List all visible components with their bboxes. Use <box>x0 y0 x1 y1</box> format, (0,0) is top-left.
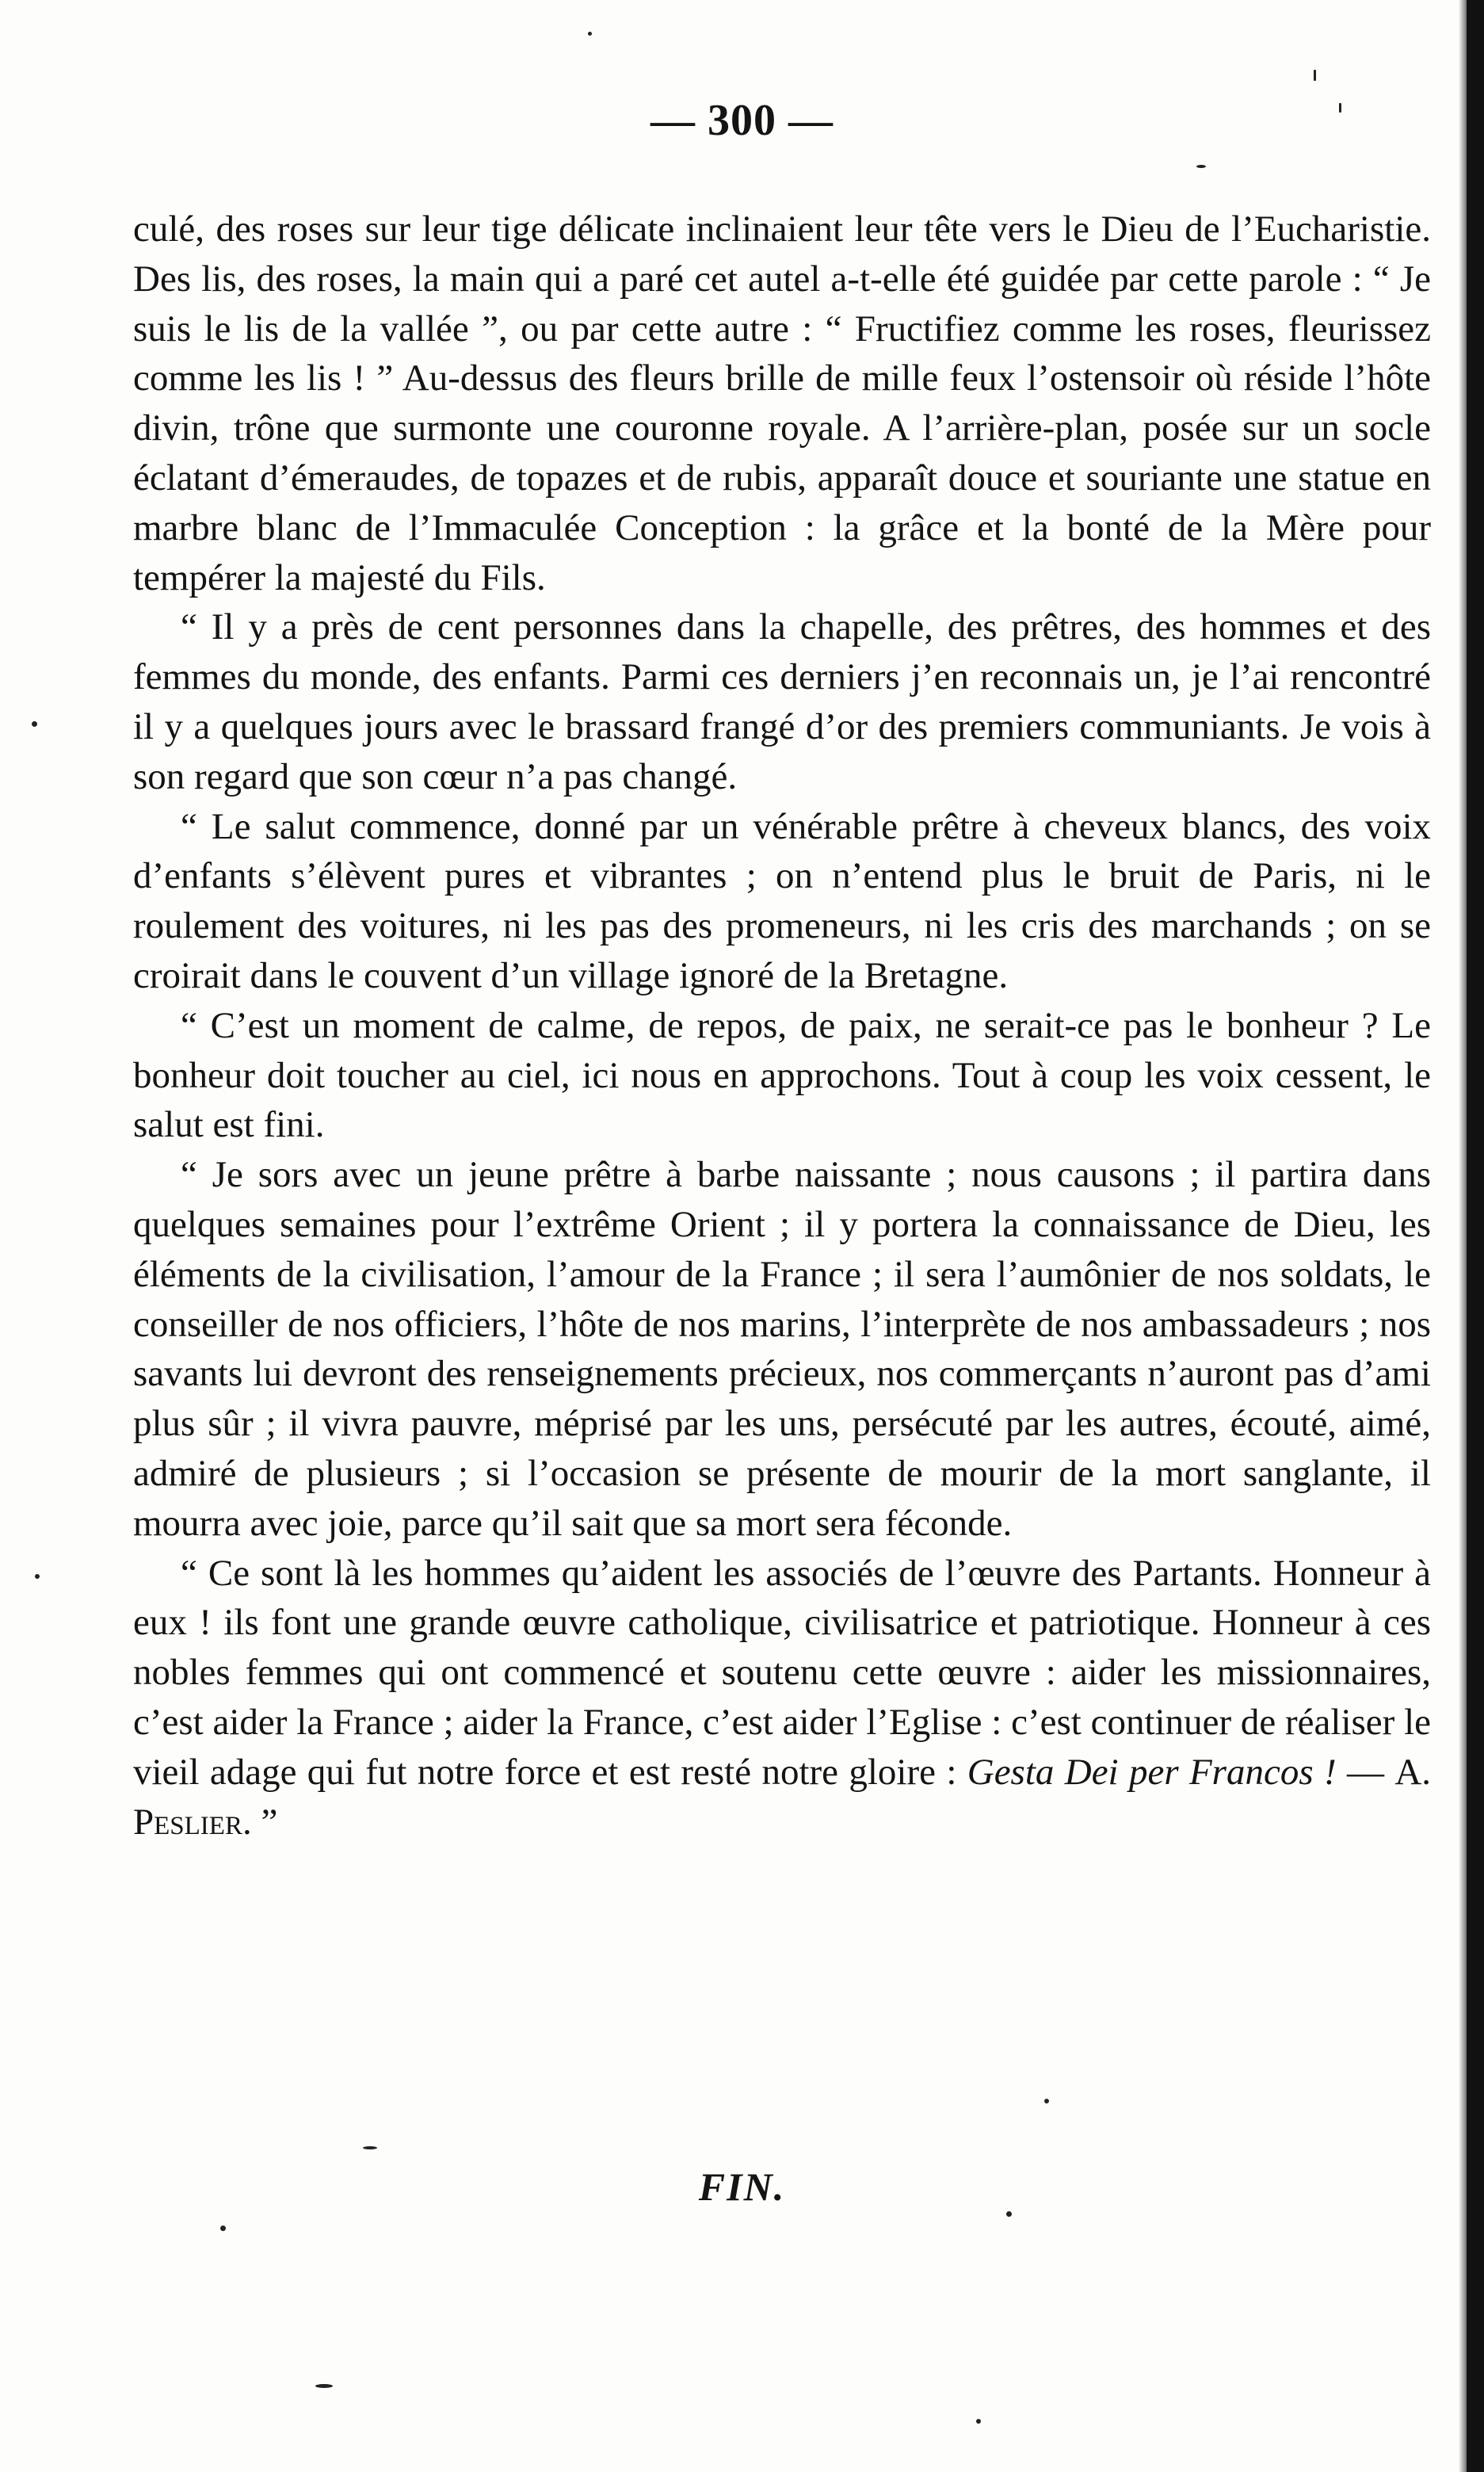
ink-speck <box>363 2146 377 2149</box>
ink-speck <box>1339 103 1341 113</box>
closing-quote: ” <box>251 1801 278 1843</box>
latin-motto: Gesta Dei per Francos ! <box>967 1751 1337 1793</box>
author-name: A. Peslier. <box>133 1751 1432 1843</box>
body-text <box>133 204 1431 1847</box>
end-mark: FIN. <box>698 2164 786 2209</box>
ink-speck <box>315 2384 333 2388</box>
paragraph-continuation: culé, des roses sur leur tige délicate inclinaient leur tête vers le Dieu de l’Eucharistie. Des lis, des roses, la main qui a paré cet autel a-t-elle été guidée par cette parole : “ Je suis le lis de la vallée ”, ou par cette autre : “ Fructifiez comme les roses, fleurissez comme les lis ! ” Au-dessus des fleurs brille de mille feux l’ostensoir où réside l’hôte divin, trône que surmonte une couronne royale. A l’arrière-plan, posée sur un socle éclatant d’émeraudes, de topazes et de rubis, apparaît douce et souriante une statue en marbre blanc de l’Immaculée Conception : la grâce et la bonté de la Mère pour tempérer la majesté du Fils. <box>133 208 1431 598</box>
paragraph-pretre: “ Je sors avec un jeune prêtre à barbe naissante ; nous causons ; il partira dans quelques semaines pour l’extrême Orient ; il y portera la connaissance de Dieu, les éléments de la civilisation, l’amour de la France ; il sera l’aumônier de nos soldats, le conseiller de nos officiers, l’hôte de nos marins, l’interprète de nos ambassadeurs ; nos savants lui devront des renseignements précieux, nos commerçants n’auront pas d’ami plus sûr ; il vivra pauvre, méprisé par les uns, persécuté par les autres, écouté, aimé, admiré de plusieurs ; si l’occasion se présente de mourir de la mort sanglante, il mourra avec joie, parce qu’il sait que sa mort sera féconde. <box>133 1154 1431 1544</box>
ink-speck <box>1196 165 1206 168</box>
paragraph-salut: “ Le salut commence, donné par un vénérable prêtre à cheveux blancs, des voix d’enfants s’élèvent pures et vibrantes ; on n’entend plus le bruit de Paris, ni le roulement des voitures, ni les pas des promeneurs, ni les cris des marchands ; on se croirait dans le couvent d’un village ignoré de la Bretagne. <box>133 805 1431 996</box>
attribution-dash: — <box>1336 1751 1384 1793</box>
page-number: — 300 — <box>650 96 834 145</box>
paragraph-conclusion <box>133 1549 1431 1847</box>
ink-speck <box>220 2226 226 2231</box>
ink-speck <box>588 32 592 36</box>
ink-speck <box>1044 2099 1049 2103</box>
paragraph-chapel: “ Il y a près de cent personnes dans la chapelle, des prêtres, des hommes et des femmes du monde, des enfants. Parmi ces derniers j’en reconnais un, je l’ai rencontré il y a quelques jours avec le brassard frangé d’or des premiers communiants. Je vois à son regard que son cœur n’a pas changé. <box>133 606 1431 797</box>
ink-speck <box>35 1574 40 1579</box>
paragraph-calme: “ C’est un moment de calme, de repos, de paix, ne serait-ce pas le bonheur ? Le bonheur doit toucher au ciel, ici nous en approchons. Tout à coup les voix cessent, le salut est fini. <box>133 1004 1431 1146</box>
ink-speck <box>32 721 37 727</box>
page-edge-shadow <box>1467 0 1484 2472</box>
ink-speck <box>1314 70 1316 81</box>
ink-speck <box>976 2419 981 2424</box>
ink-speck <box>1006 2211 1012 2217</box>
conclusion-text: “ Ce sont là les hommes qu’aident les associés de l’œuvre des Partants. Honneur à eux ! ils font une grande œuvre catholique, civilisatrice et patriotique. Honneur à ces nobles femmes qui ont commencé et soutenu cette œuvre : aider les missionnaires, c’est aider la France ; aider la France, c’est aider l’Eglise : c’est continuer de réaliser le vieil adage qui fut notre force et est resté notre gloire : <box>133 1552 1431 1793</box>
